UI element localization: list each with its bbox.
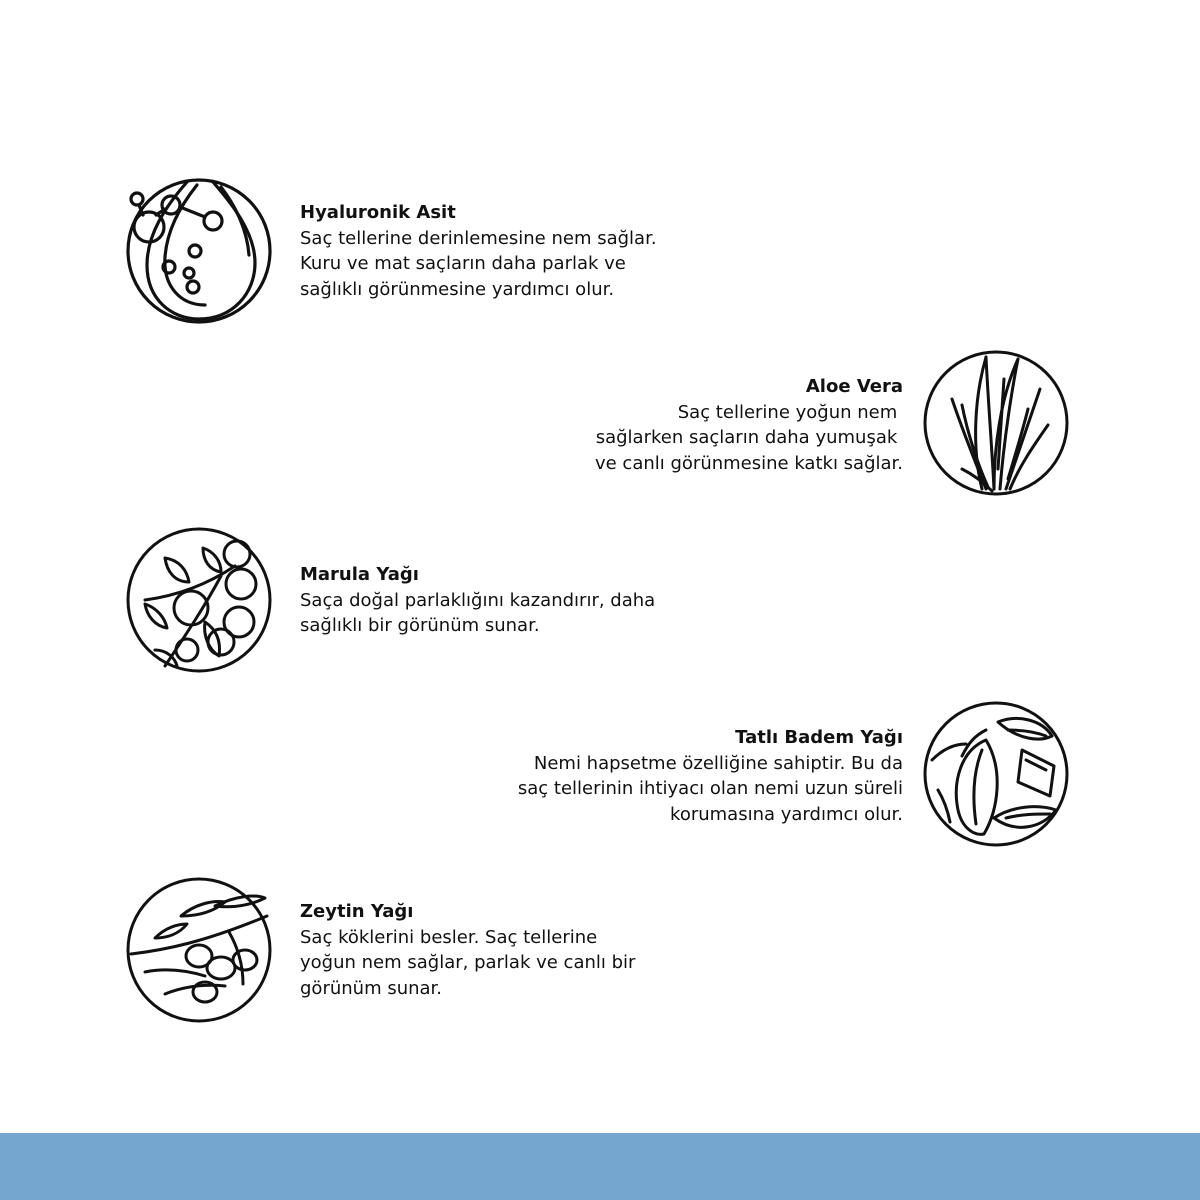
ingredient-description-line: sağlıklı görünmesine yardımcı olur.	[300, 278, 615, 300]
ingredient-marula-oil	[300, 562, 655, 639]
almond-nuts-icon	[922, 700, 1070, 848]
ingredient-description-line: ve canlı görünmesine katkı sağlar.	[594, 452, 903, 474]
aloe-vera-leaf-icon	[922, 349, 1070, 497]
ingredient-title: Tatlı Badem Yağı	[735, 727, 903, 748]
ingredient-description-line: Saç tellerine derinlemesine nem sağlar.	[300, 227, 657, 249]
ingredient-description-line: Saç köklerini besler. Saç tellerine	[300, 926, 598, 948]
ingredient-olive-oil	[300, 899, 635, 1001]
ingredient-description-line: Saç tellerine yoğun nem	[677, 401, 903, 423]
olive-branch-icon	[125, 876, 273, 1024]
ingredient-description-line: sağlarken saçların daha yumuşak	[595, 427, 903, 448]
ingredient-title: Hyaluronik Asit	[300, 202, 456, 223]
ingredient-sweet-almond-oil	[518, 725, 903, 827]
ingredient-description-line: görünüm sunar.	[300, 977, 443, 999]
ingredient-aloe-vera	[595, 374, 903, 476]
ingredient-description-line: korumasına yardımcı olur.	[670, 803, 903, 825]
ingredient-hyaluronic-acid	[300, 200, 657, 302]
marula-fruit-branch-icon	[125, 526, 273, 674]
bottom-color-bar	[0, 1133, 1200, 1200]
ingredient-description-line: Nemi hapsetme özelliğine sahiptir. Bu da	[533, 752, 903, 774]
ingredient-description-line: yoğun nem sağlar, parlak ve canlı bir	[300, 952, 636, 973]
ingredient-title: Marula Yağı	[300, 564, 419, 585]
ingredient-description-line: saç tellerinin ihtiyacı olan nemi uzun süreli	[517, 778, 903, 799]
hyaluronic-acid-drop-icon	[125, 177, 273, 325]
ingredient-description-line: Kuru ve mat saçların daha parlak ve	[300, 253, 626, 274]
ingredient-title: Zeytin Yağı	[300, 901, 414, 922]
ingredient-title: Aloe Vera	[805, 376, 903, 397]
ingredient-description-line: sağlıklı bir görünüm sunar.	[300, 615, 540, 636]
ingredient-description-line: Saça doğal parlaklığını kazandırır, daha	[300, 589, 656, 611]
